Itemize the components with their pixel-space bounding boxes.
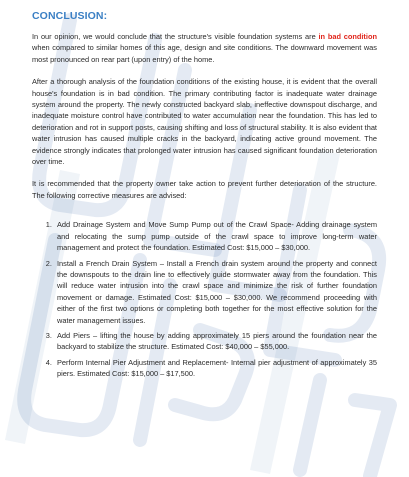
opinion-text-start: In our opinion, we would conclude that the structure's visible foundation systems are (32, 32, 319, 41)
section-heading: CONCLUSION: (32, 10, 108, 22)
paragraph-opinion (32, 31, 377, 65)
list-item: 3. Add Piers – lifting the house by adding approximately 15 piers around the foundation near the backyard to stabilize the structure. Estimated Cost: $40,000 – $55,000. (54, 330, 377, 353)
list-item: 4. Perform Internal Pier Adjustment and Replacement- Internal pier adjustment of approximately 35 piers. Estimated Cost: $15,000 – $17,500. (54, 357, 377, 380)
list-item: 1. Add Drainage System and Move Sump Pump out of the Crawl Space- Adding drainage system and relocating the sump pump outside of the crawl space to improve long-term water management and protect the foundation. Estimated Cost: $15,000 – $30,000. (54, 219, 377, 253)
paragraph-analysis: After a thorough analysis of the foundation conditions of the existing house, it is evident that the overall house's foundation is in bad condition. The primary contributing factor is inadequate water drainage system around the property. The newly constructed backyard slab, ineffective downspout discharge, and inadequate moisture control have contributed to water accumulation near the foundation. This has led to deterioration and rot in support posts, causing shifting and loss of structural stability. It is also evident that water intrusion has caused multiple cracks in the backyard, indicating active ground movement. The evidence strongly indicates that prolonged water intrusion has caused significant foundation deterioration over time. (32, 77, 377, 167)
opinion-text-end: when compared to similar homes of this age, design and site conditions. The downward movement was most pronounced on rear part (upon entry) of the home. (32, 43, 377, 64)
condition-highlight: in bad condition (318, 32, 377, 41)
list-item: 2. Install a French Drain System – Install a French drain system around the property and connect the downspouts to the drain line to effectively guide stormwater away from the foundation. This will reduce water intrusion into the crawl space and minimize the risk of further foundation movement or damage. Estimated Cost: $15,000 – $30,000. We recommend proceeding with either of the first two options or completing both together for the most effective solution for the water management issues. (54, 258, 377, 326)
recommendations-list (32, 219, 377, 379)
paragraph-recommendation: It is recommended that the property owner take action to prevent further deterioration of the structure. The following corrective measures are advised: (32, 179, 377, 200)
